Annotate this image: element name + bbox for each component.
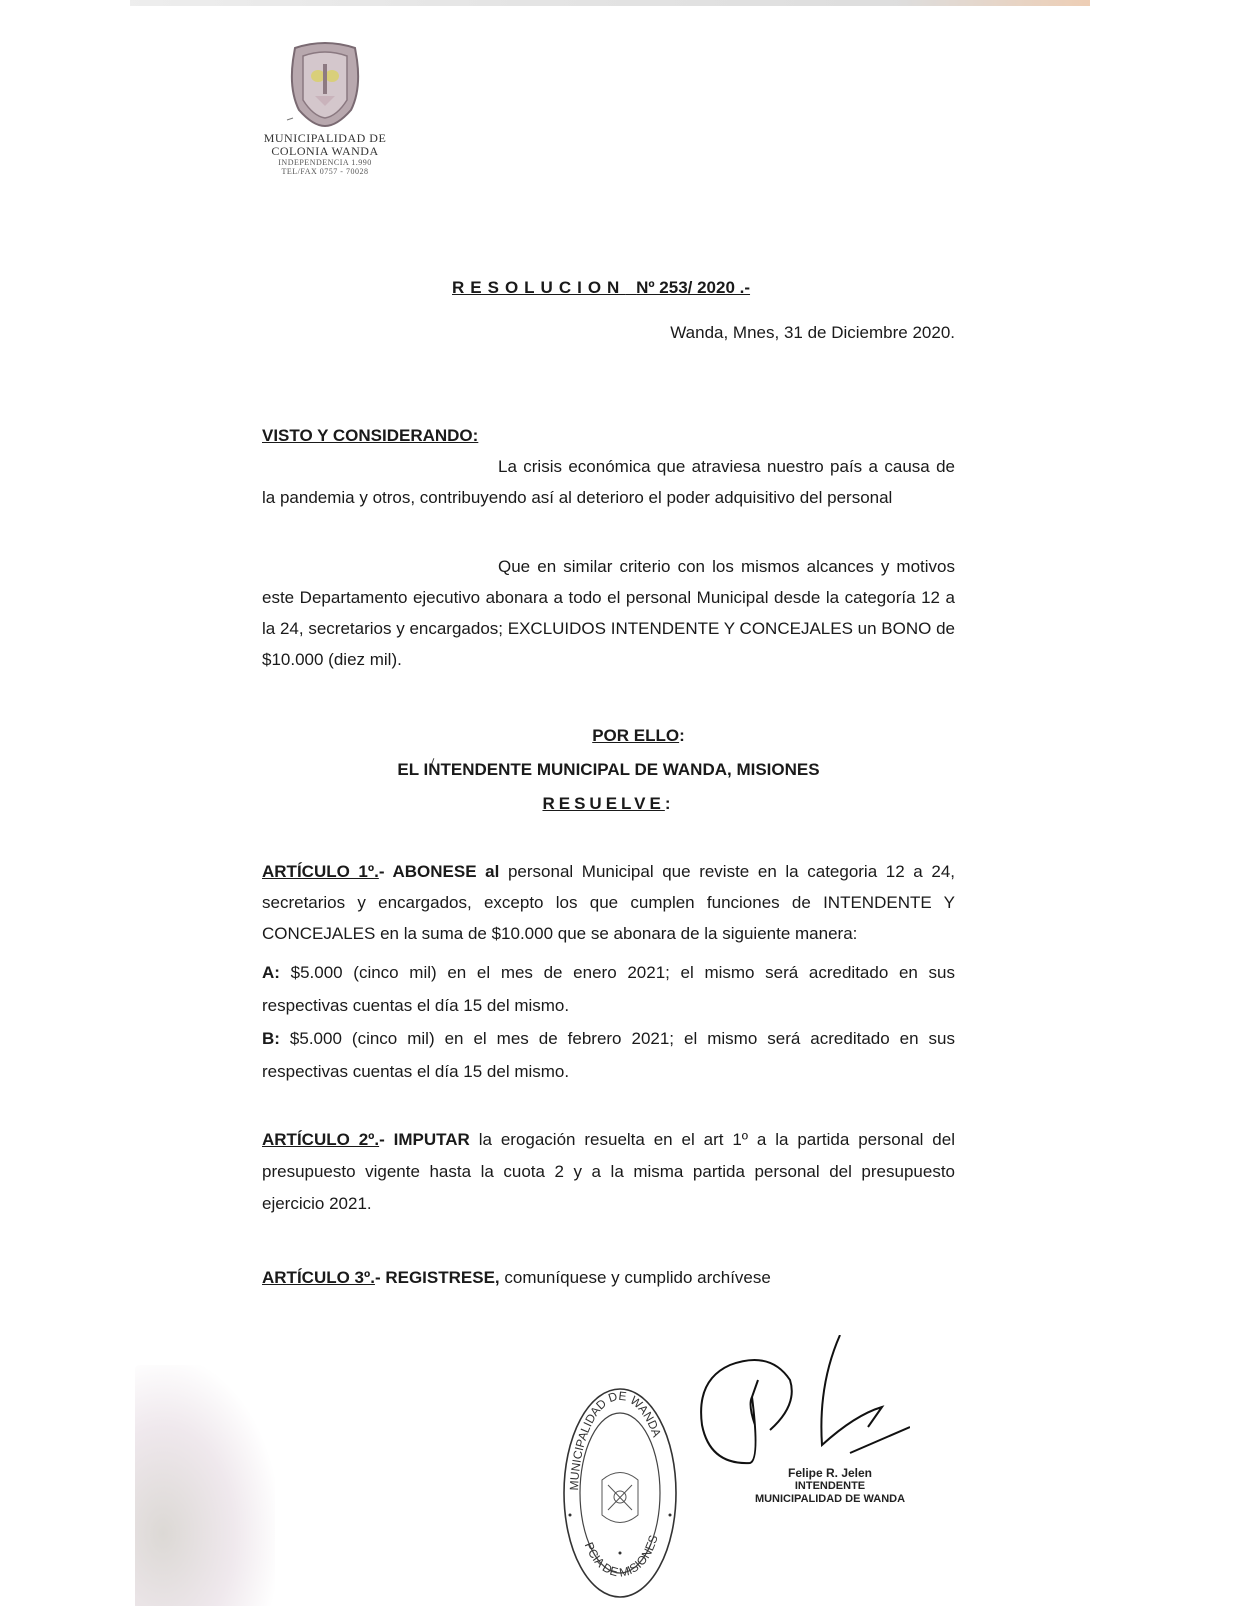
article-1-sep: - (378, 862, 393, 881)
resuelve-heading (262, 794, 955, 814)
visto-paragraph-1: La crisis económica que atraviesa nuestro país a causa de la pandemia y otros, contribuyendo así al deterioro el poder adquisitivo del personal (262, 457, 955, 507)
resolution-number: Nº 253/ 2020 .- (636, 278, 751, 297)
signatory-name: Felipe R. Jelen (787, 1466, 873, 1480)
article-3-label: ARTÍCULO 3º. (262, 1268, 375, 1287)
article-2-text: la erogación resuelta en el art 1º a la partida personal del presupuesto vigente hasta la cuota 2 y a la misma partida personal del presupuesto ejercicio 2021. (262, 1130, 955, 1213)
document-date: Wanda, Mnes, 31 de Diciembre 2020. (670, 323, 955, 342)
article-3-text: comuníquese y cumplido archívese (499, 1268, 771, 1287)
article-1-verb: ABONESE al (392, 862, 500, 881)
letterhead-address: INDEPENDENCIA 1.990 (278, 158, 372, 167)
letterhead-line-1: MUNICIPALIDAD DE (263, 131, 387, 145)
resuelve-colon: : (664, 794, 675, 813)
item-a-text: $5.000 (cinco mil) en el mes de enero 2021; el mismo será acreditado en sus respectivas cuentas el día 15 del mismo. (262, 963, 955, 1015)
municipal-crest-icon (285, 40, 365, 130)
article-1 (262, 856, 955, 949)
resuelve-label: RESUELVE (542, 794, 665, 813)
article-1-item-b (262, 1022, 955, 1088)
letterhead-line-2: COLONIA WANDA (271, 144, 379, 158)
resolution-word: RESOLUCION (452, 278, 626, 297)
article-1-item-a (262, 956, 955, 1022)
signatory-role: INTENDENTE (794, 1480, 866, 1492)
visto-heading: VISTO Y CONSIDERANDO: (262, 426, 479, 445)
article-3 (262, 1262, 955, 1293)
resolution-title (452, 278, 750, 298)
item-b-key: B: (262, 1029, 280, 1048)
scan-shadow (135, 1365, 275, 1606)
svg-text:MUNICIPALIDAD DE WANDA: MUNICIPALIDAD DE WANDA (566, 1388, 664, 1491)
authority-line: EL INTENDENTE MUNICIPAL DE WANDA, MISIONES (397, 760, 820, 779)
handwritten-signature (700, 1335, 910, 1485)
article-2-verb: IMPUTAR (393, 1130, 470, 1149)
visto-section (262, 420, 955, 451)
municipal-seal-stamp (560, 1385, 680, 1600)
letterhead-phone: TEL/FAX 0757 - 70028 (281, 167, 369, 176)
por-ello-colon: : (679, 726, 685, 745)
signatory-block (750, 1467, 910, 1506)
article-1-label: ARTÍCULO 1º. (262, 862, 379, 881)
letterhead (255, 40, 395, 176)
item-a-key: A: (262, 963, 280, 982)
item-b-text: $5.000 (cinco mil) en el mes de febrero 2021; el mismo será acreditado en sus respectivas cuentas el día 15 del mismo. (262, 1029, 955, 1081)
article-3-verb: REGISTRESE, (385, 1268, 500, 1287)
article-2-label: ARTÍCULO 2º. (262, 1130, 380, 1149)
visto-paragraph-2: Que en similar criterio con los mismos alcances y motivos este Departamento ejecutivo abonara a todo el personal Municipal desde la categoría 12 a la 24, secretarios y encargados; EXCLUIDOS INTENDENTE Y CONCEJALES un BONO de $10.000 (diez mil). (262, 557, 955, 669)
signatory-org: MUNICIPALIDAD DE WANDA (754, 1493, 906, 1505)
article-2-sep: - (379, 1130, 394, 1149)
article-3-sep: - (374, 1268, 386, 1287)
article-1-text: personal Municipal que reviste en la categoria 12 a 24, secretarios y encargados, excepto los que cumplen funciones de INTENDENTE Y CONCEJALES en la suma de $10.000 que se abonara de la siguiente manera: (262, 862, 955, 943)
por-ello-label: POR ELLO (592, 726, 680, 745)
scan-top-edge (130, 0, 1090, 6)
article-2 (262, 1124, 955, 1220)
por-ello-heading (292, 726, 985, 746)
svg-text:PCIA DE MISIONES: PCIA DE MISIONES (581, 1533, 661, 1580)
